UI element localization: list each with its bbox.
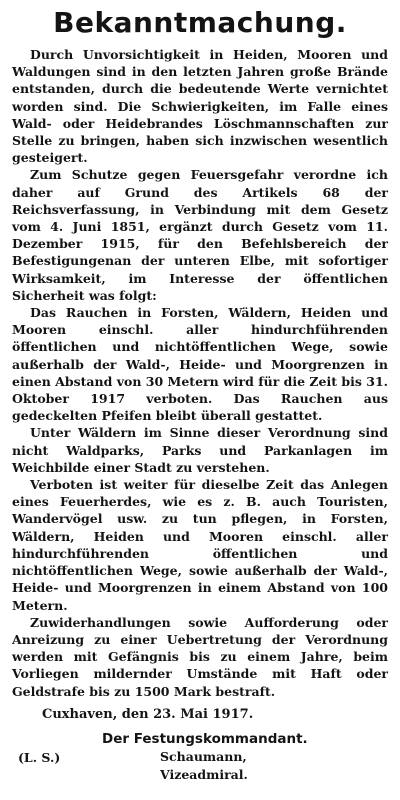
paragraph-smoking-ban: Das Rauchen in Forsten, Wäldern, Heiden und Mooren einschl. aller hindurchführenden öffentlichen und nichtöffentlichen Wege, sowie außerhalb der Wald-, Heide- und Moorgrenzen in einen Abstand von 30 Metern wird für die Zeit bis 31. Oktober 1917 verboten. Das Rauchen aus gedeckelten Pfeifen bleibt überall gestattet. bbox=[12, 305, 389, 424]
signer-rank: Vizeadmiral. bbox=[160, 766, 248, 782]
paragraph-fire-ban: Verboten ist weiter für dieselbe Zeit das Anlegen eines Feuerherdes, wie es z. B. auch Touristen, Wandervögel usw. zu tun pflegen, in Forsten, Wäldern, Heiden und Mooren einschl. aller hindurchführenden öffentlichen und nichtöffentlichen Wege, sowie außerhalb der Wald-, Heide- und Moorgrenzen in einem Abstand von 100 Metern. bbox=[12, 477, 388, 613]
paragraph-penalties: Zuwiderhandlungen sowie Aufforderung oder Anreizung zu einer Uebertretung der Verordnung werden mit Gefängnis bis zu einem Jahre, beim Vorliegen mildernder Umstände mit Haft oder Geldstrafe bis zu 1500 Mark bestraft. bbox=[12, 614, 388, 699]
paragraph-intro: Durch Unvorsichtigkeit in Heiden, Mooren und Waldungen sind in den letzten Jahren große Brände entstanden, durch die bedeutende Werte vernichtet worden sind. Die Schwierigkeiten, im Falle eines Wald- oder Heidebrandes Löschmannschaften zur Stelle zu bringen, haben sich inzwischen wesentlich gesteigert. bbox=[12, 47, 388, 166]
paragraph-decree: Zum Schutze gegen Feuersgefahr verordne ich daher auf Grund des Artikels 68 der Reichsverfassung, in Verbindung mit dem Gesetz vom 4. Juni 1851, ergänzt durch Gesetz vom 11. Dezember 1915, für den Befehlsbereich der Befestigungenan der unteren Elbe, mit sofortiger Wirksamkeit, im Interesse der öffentlichen Sicherheit was folgt: bbox=[12, 167, 388, 303]
signer-name: Schaumann, bbox=[160, 748, 247, 764]
paragraph-forest-definition: Unter Wäldern im Sinne dieser Verordnung sind nicht Waldparks, Parks und Parkanlagen im Weichbilde einer Stadt zu verstehen. bbox=[12, 425, 388, 475]
seal-mark: (L. S.) bbox=[18, 749, 61, 765]
notice-title: Bekanntmachung. bbox=[53, 6, 347, 39]
commander-title: Der Festungskommandant. bbox=[102, 730, 308, 747]
date-line: Cuxhaven, den 23. Mai 1917. bbox=[42, 706, 254, 722]
signature-block bbox=[12, 730, 388, 800]
